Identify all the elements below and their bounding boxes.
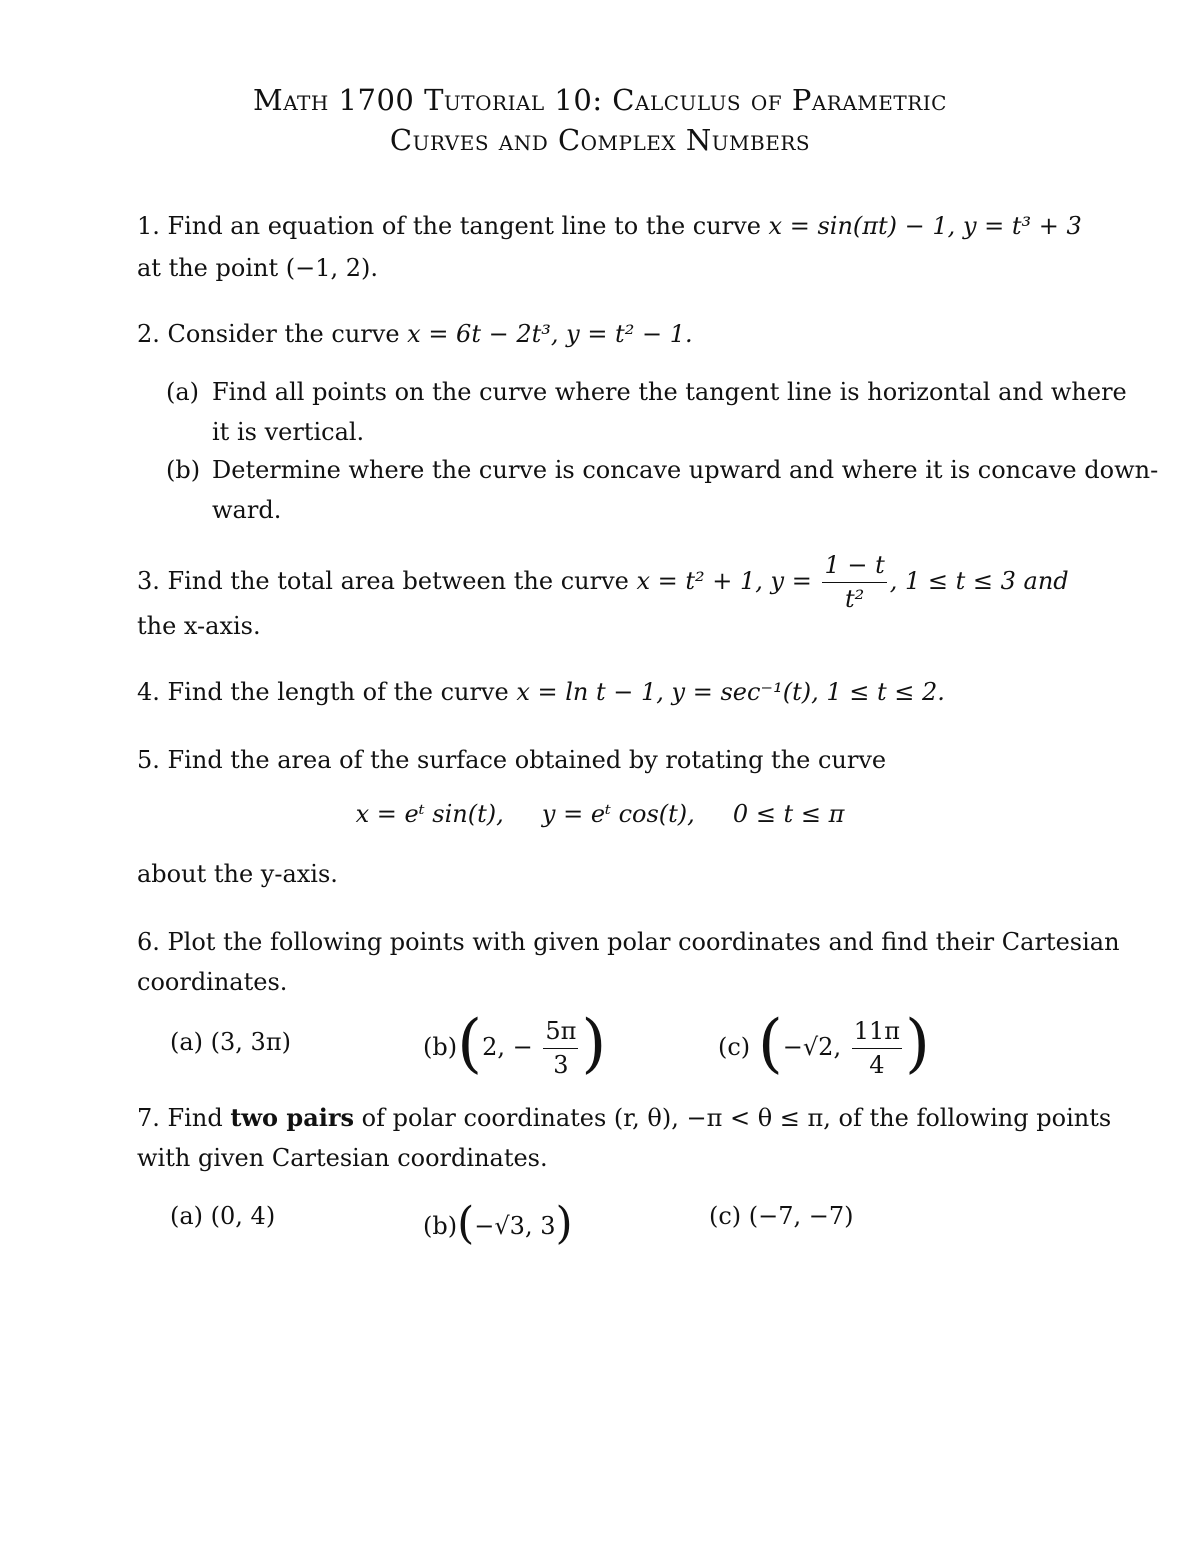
question-7-post: of polar coordinates (r, θ), −π < θ ≤ π, of the following points: [354, 1104, 1112, 1132]
question-6b-numerator: 5π: [543, 1018, 578, 1049]
question-7a: (a) (0, 4): [170, 1202, 276, 1230]
question-7-line-1: [137, 1103, 1112, 1132]
question-6c-fraction: [852, 1018, 902, 1079]
question-2b-line-2: ward.: [212, 496, 282, 524]
question-3-fraction-denominator: t²: [844, 584, 865, 613]
left-paren-icon: (: [457, 1198, 475, 1249]
question-3-math-lhs: x = t² + 1, y =: [636, 567, 812, 596]
question-2a-label: (a): [166, 378, 200, 406]
question-3-fraction-numerator: 1 − t: [822, 552, 886, 583]
question-2b-line-1: Determine where the curve is concave upward and where it is concave down-: [212, 456, 1159, 484]
right-paren-icon: ): [555, 1198, 573, 1249]
question-7-bold: two pairs: [230, 1103, 355, 1132]
question-7b: [423, 1198, 573, 1249]
question-2-math: x = 6t − 2t³, y = t² − 1.: [407, 320, 693, 348]
question-6-line-1: 6. Plot the following points with given polar coordinates and find their Cartesian: [137, 928, 1120, 956]
question-1-line-2: at the point (−1, 2).: [137, 254, 378, 282]
question-6b-first: 2, −: [482, 1033, 533, 1061]
question-5-line-1: 5. Find the area of the surface obtained by rotating the curve: [137, 746, 887, 774]
question-7-line-2: with given Cartesian coordinates.: [137, 1144, 548, 1172]
question-2-text: 2. Consider the curve: [137, 320, 408, 348]
question-6b: [423, 1002, 606, 1079]
question-7-pre: 7. Find: [137, 1104, 231, 1132]
question-6b-label: (b): [423, 1033, 458, 1061]
question-6b-denominator: 3: [553, 1050, 569, 1079]
question-2a-line-1: Find all points on the curve where the tangent line is horizontal and where: [212, 378, 1127, 406]
question-4-math: x = ln t − 1, y = sec⁻¹(t), 1 ≤ t ≤ 2.: [516, 678, 945, 706]
question-1-line-1: [137, 214, 1082, 238]
question-6c-first: −√2,: [782, 1033, 842, 1061]
question-6c-label: (c): [718, 1033, 751, 1061]
question-6a: (a) (3, 3π): [170, 1028, 291, 1056]
title-line-2: Curves and Complex Numbers: [389, 123, 811, 157]
right-paren-icon: ): [905, 1007, 931, 1081]
question-4-text: 4. Find the length of the curve: [137, 678, 517, 706]
question-7b-label: (b): [423, 1212, 458, 1240]
question-7c: (c) (−7, −7): [709, 1202, 854, 1230]
question-7b-inner: −√3, 3: [474, 1212, 556, 1240]
question-4: [137, 680, 945, 704]
question-6c-numerator: 11π: [852, 1018, 902, 1049]
left-paren-icon: (: [457, 1007, 483, 1081]
question-6c: [718, 1002, 930, 1079]
question-5-equation: x = eᵗ sin(t), y = eᵗ cos(t), 0 ≤ t ≤ π: [355, 800, 845, 828]
question-2-intro: [137, 322, 693, 346]
right-paren-icon: ): [581, 1007, 607, 1081]
question-3-fraction: [822, 552, 886, 613]
title-line-1: Math 1700 Tutorial 10: Calculus of Parametric: [253, 83, 947, 117]
question-1-text: 1. Find an equation of the tangent line to the curve: [137, 212, 769, 240]
question-6-line-2: coordinates.: [137, 968, 288, 996]
left-paren-icon: (: [757, 1007, 783, 1081]
question-2a-line-2: it is vertical.: [212, 418, 365, 446]
question-6c-denominator: 4: [869, 1050, 885, 1079]
question-3-math-rhs: , 1 ≤ t ≤ 3 and: [889, 567, 1069, 596]
question-3-line-1: [137, 552, 1069, 613]
question-5-line-2: about the y-axis.: [137, 860, 338, 888]
question-1-math: x = sin(πt) − 1, y = t³ + 3: [768, 212, 1082, 240]
question-2b-label: (b): [166, 456, 201, 484]
question-3-line-2: the x-axis.: [137, 612, 261, 640]
question-3-text: 3. Find the total area between the curve: [137, 567, 637, 596]
question-6b-fraction: [543, 1018, 578, 1079]
